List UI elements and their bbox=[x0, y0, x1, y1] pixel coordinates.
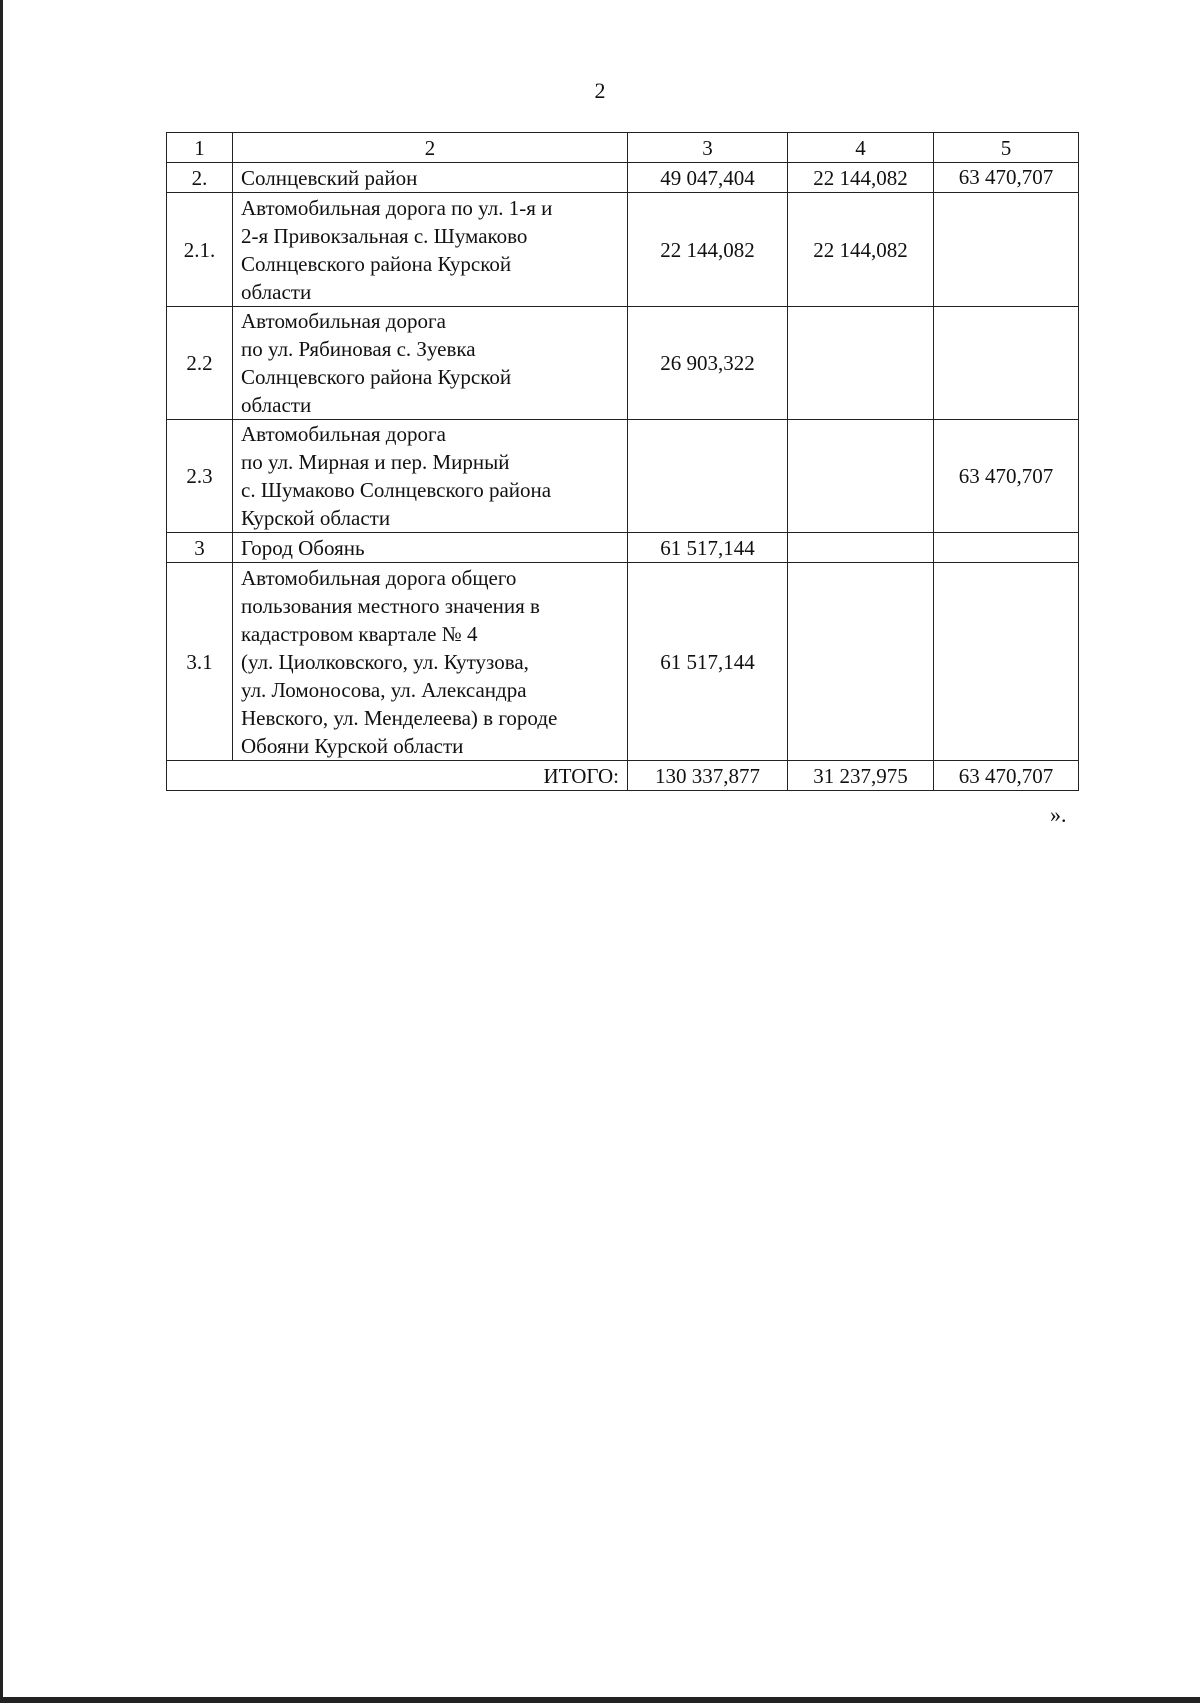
row-value-col4 bbox=[788, 563, 934, 761]
header-cell: 4 bbox=[788, 133, 934, 163]
row-name bbox=[233, 420, 628, 533]
row-name bbox=[233, 307, 628, 420]
row-name bbox=[233, 533, 628, 563]
name-line: Солнцевский район bbox=[241, 165, 418, 190]
row-value-col5 bbox=[934, 533, 1079, 563]
table-header-row bbox=[167, 133, 1079, 163]
total-col5: 63 470,707 bbox=[934, 761, 1079, 791]
name-line: Солнцевского района Курской bbox=[241, 365, 512, 389]
row-value-col3: 26 903,322 bbox=[628, 307, 788, 420]
row-value-col4 bbox=[788, 307, 934, 420]
total-col3: 130 337,877 bbox=[628, 761, 788, 791]
name-line: Обояни Курской области bbox=[241, 733, 464, 758]
total-row bbox=[167, 761, 1079, 791]
row-value-col5: 63 470,707 bbox=[934, 420, 1079, 533]
row-number: 2.2 bbox=[167, 307, 233, 420]
row-value-col4 bbox=[788, 533, 934, 563]
name-line: с. Шумаково Солнцевского района bbox=[241, 478, 552, 502]
row-value-col3 bbox=[628, 420, 788, 533]
row-value-col5 bbox=[934, 193, 1079, 307]
row-number: 2.1. bbox=[167, 193, 233, 307]
row-name bbox=[233, 563, 628, 761]
name-line: по ул. Рябиновая с. Зуевка bbox=[241, 337, 476, 361]
row-value-col3: 22 144,082 bbox=[628, 193, 788, 307]
row-value-col3: 61 517,144 bbox=[628, 533, 788, 563]
header-cell: 2 bbox=[233, 133, 628, 163]
name-line: ул. Ломоносова, ул. Александра bbox=[241, 677, 527, 702]
name-line: Курской области bbox=[241, 506, 391, 530]
name-line: (ул. Циолковского, ул. Кутузова, bbox=[241, 649, 529, 674]
row-value-col5 bbox=[934, 563, 1079, 761]
name-line: кадастровом квартале № 4 bbox=[241, 621, 478, 646]
row-name bbox=[233, 163, 628, 193]
row-value-col4 bbox=[788, 420, 934, 533]
name-line: Автомобильная дорога bbox=[241, 309, 446, 333]
name-line: Город Обоянь bbox=[241, 535, 365, 560]
name-line: Невского, ул. Менделеева) в городе bbox=[241, 705, 558, 730]
row-number: 2.3 bbox=[167, 420, 233, 533]
row-value-col5: 63 470,707 bbox=[934, 163, 1079, 193]
header-cell: 1 bbox=[167, 133, 233, 163]
row-number: 2. bbox=[167, 163, 233, 193]
row-value-col4: 22 144,082 bbox=[788, 163, 934, 193]
row-number: 3 bbox=[167, 533, 233, 563]
name-line: 2-я Привокзальная с. Шумаково bbox=[241, 223, 528, 248]
table-row bbox=[167, 193, 1079, 307]
name-line: области bbox=[241, 279, 312, 304]
total-label: ИТОГО: bbox=[167, 761, 628, 791]
scan-left-edge bbox=[0, 0, 3, 1703]
funding-table bbox=[166, 132, 1079, 791]
table-row bbox=[167, 533, 1079, 563]
table-row bbox=[167, 563, 1079, 761]
row-value-col5 bbox=[934, 307, 1079, 420]
row-value-col3: 49 047,404 bbox=[628, 163, 788, 193]
name-line: Автомобильная дорога по ул. 1-я и bbox=[241, 195, 553, 220]
name-line: по ул. Мирная и пер. Мирный bbox=[241, 450, 510, 474]
row-value-col3: 61 517,144 bbox=[628, 563, 788, 761]
name-line: Солнцевского района Курской bbox=[241, 251, 512, 276]
page-number: 2 bbox=[594, 78, 606, 103]
scan-bottom-edge bbox=[0, 1697, 1200, 1703]
table-row bbox=[167, 163, 1079, 193]
name-line: Автомобильная дорога bbox=[241, 422, 446, 446]
table-row bbox=[167, 307, 1079, 420]
total-col4: 31 237,975 bbox=[788, 761, 934, 791]
header-cell: 5 bbox=[934, 133, 1079, 163]
table-row bbox=[167, 420, 1079, 533]
header-cell: 3 bbox=[628, 133, 788, 163]
name-line: области bbox=[241, 393, 312, 417]
row-number: 3.1 bbox=[167, 563, 233, 761]
row-name bbox=[233, 193, 628, 307]
closing-quote-mark: ». bbox=[1050, 802, 1067, 827]
row-value-col4: 22 144,082 bbox=[788, 193, 934, 307]
name-line: пользования местного значения в bbox=[241, 593, 540, 618]
name-line: Автомобильная дорога общего bbox=[241, 565, 517, 590]
